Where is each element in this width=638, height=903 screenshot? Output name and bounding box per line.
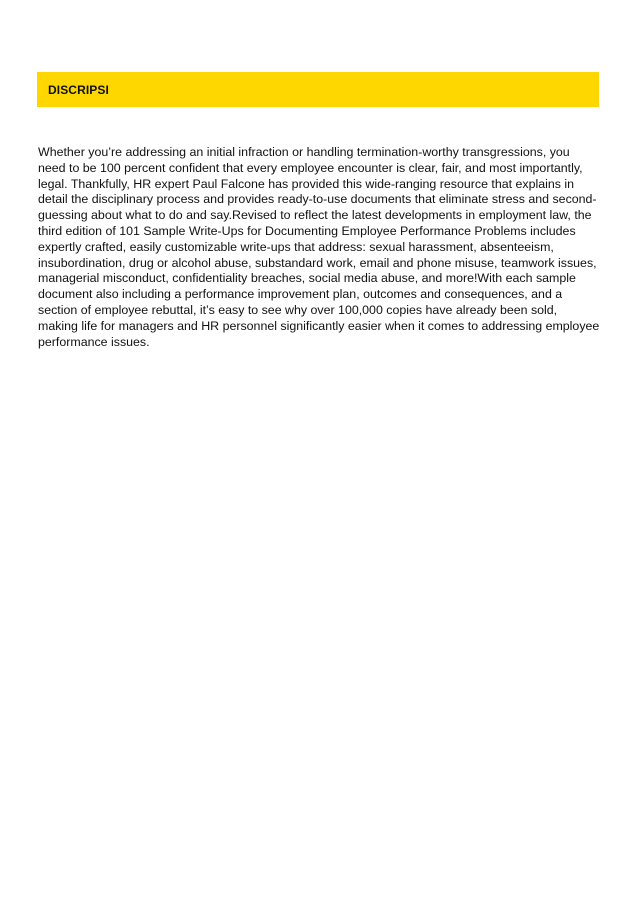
section-header-bar	[37, 72, 599, 107]
section-title: DISCRIPSI	[48, 82, 109, 97]
description-paragraph: Whether you’re addressing an initial infraction or handling termination-worthy transgressions, you need to be 100 percent confident that every employee encounter is clear, fair, and most importantly, legal. Thankfully, HR expert Paul Falcone has provided this wide-ranging resource that explains in detail the disciplinary process and provides ready-to-use documents that eliminate stress and second-guessing about what to do and say.Revised to reflect the latest developments in employment law, the third edition of 101 Sample Write-Ups for Documenting Employee Performance Problems includes expertly crafted, easily customizable write-ups that address: sexual harassment, absenteeism, insubordination, drug or alcohol abuse, substandard work, email and phone misuse, teamwork issues, managerial misconduct, confidentiality breaches, social media abuse, and more!With each sample document also including a performance improvement plan, outcomes and consequences, and a section of employee rebuttal, it’s easy to see why over 100,000 copies have already been sold, making life for managers and HR personnel significantly easier when it comes to addressing employee performance issues.	[38, 145, 600, 349]
